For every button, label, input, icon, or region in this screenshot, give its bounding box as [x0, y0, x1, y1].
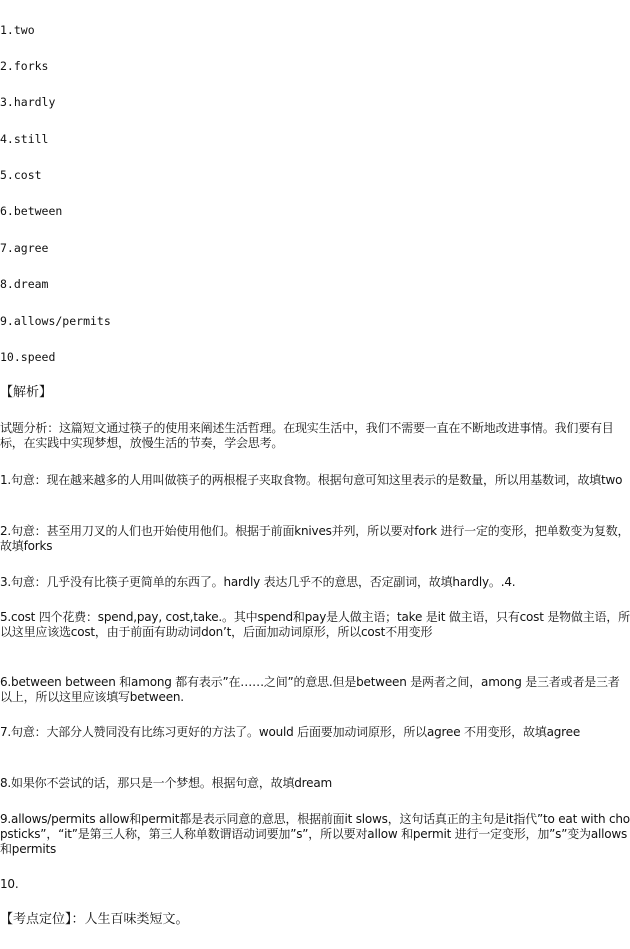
answer-line-8: 8.dream [0, 277, 49, 291]
explanation-1: 1.句意：现在越来越多的人用叫做筷子的两根棍子夹取食物。根据句意可知这里表示的是数量，所以用基数词，故填two [0, 473, 623, 487]
answer-line-10: 10.speed [0, 350, 56, 364]
answer-line-1: 1.two [0, 23, 35, 37]
answer-line-6: 6.between [0, 204, 63, 218]
answer-line-9: 9.allows/permits [0, 314, 111, 328]
explanation-5: 5.cost 四个花费：spend,pay, cost,take.。其中spend和pay是人做主语；take 是it 做主语，只有cost 是物做主语，所以这里应该选cost，由于前面有助动词don’t，后面加动词原形，所以cost不用变形 [0, 610, 630, 639]
answer-line-2: 2.forks [0, 59, 49, 73]
answer-line-4: 4.still [0, 132, 49, 146]
analysis-intro: 试题分析：这篇短文通过筷子的使用来阐述生活哲理。在现实生活中，我们不需要一直在不断地改进事情。我们要有目标，在实践中实现梦想，放慢生活的节奏，学会思考。 [0, 421, 614, 450]
explanation-7: 7.句意：大部分人赞同没有比练习更好的方法了。would 后面要加动词原形，所以agree 不用变形，故填agree [0, 725, 581, 739]
answer-line-5: 5.cost [0, 168, 42, 182]
explanation-8: 8.如果你不尝试的话，那只是一个梦想。根据句意，故填dream [0, 776, 332, 790]
analysis-heading: 【解析】 [0, 385, 53, 400]
explanation-10: 10. [0, 877, 19, 891]
answer-line-3: 3.hardly [0, 95, 56, 109]
explanation-3: 3.句意：几乎没有比筷子更简单的东西了。hardly 表达几乎不的意思，否定副词，故填hardly。.4. [0, 575, 516, 589]
explanation-6: 6.between between 和among 都有表示”在……之间”的意思.但是between 是两者之间，among 是三者或者是三者以上，所以这里应该填写between. [0, 675, 620, 704]
kaodian-line: 【考点定位】：人生百味类短文。 [0, 912, 189, 927]
explanation-9: 9.allows/permits allow和permit都是表示同意的意思，根据前面it slows，这句话真正的主句是it指代”to eat with chopsticks”，“it”是第三人称，第三人称单数谓语动词要加”s”，所以要对allow 和permit 进行一定变形，加”s”变为allows 和permits [0, 812, 630, 856]
explanation-2: 2.句意：甚至用刀叉的人们也开始使用他们。根据于前面knives并列，所以要对fork 进行一定的变形，把单数变为复数，故填forks [0, 524, 630, 553]
answer-line-7: 7.agree [0, 241, 49, 255]
